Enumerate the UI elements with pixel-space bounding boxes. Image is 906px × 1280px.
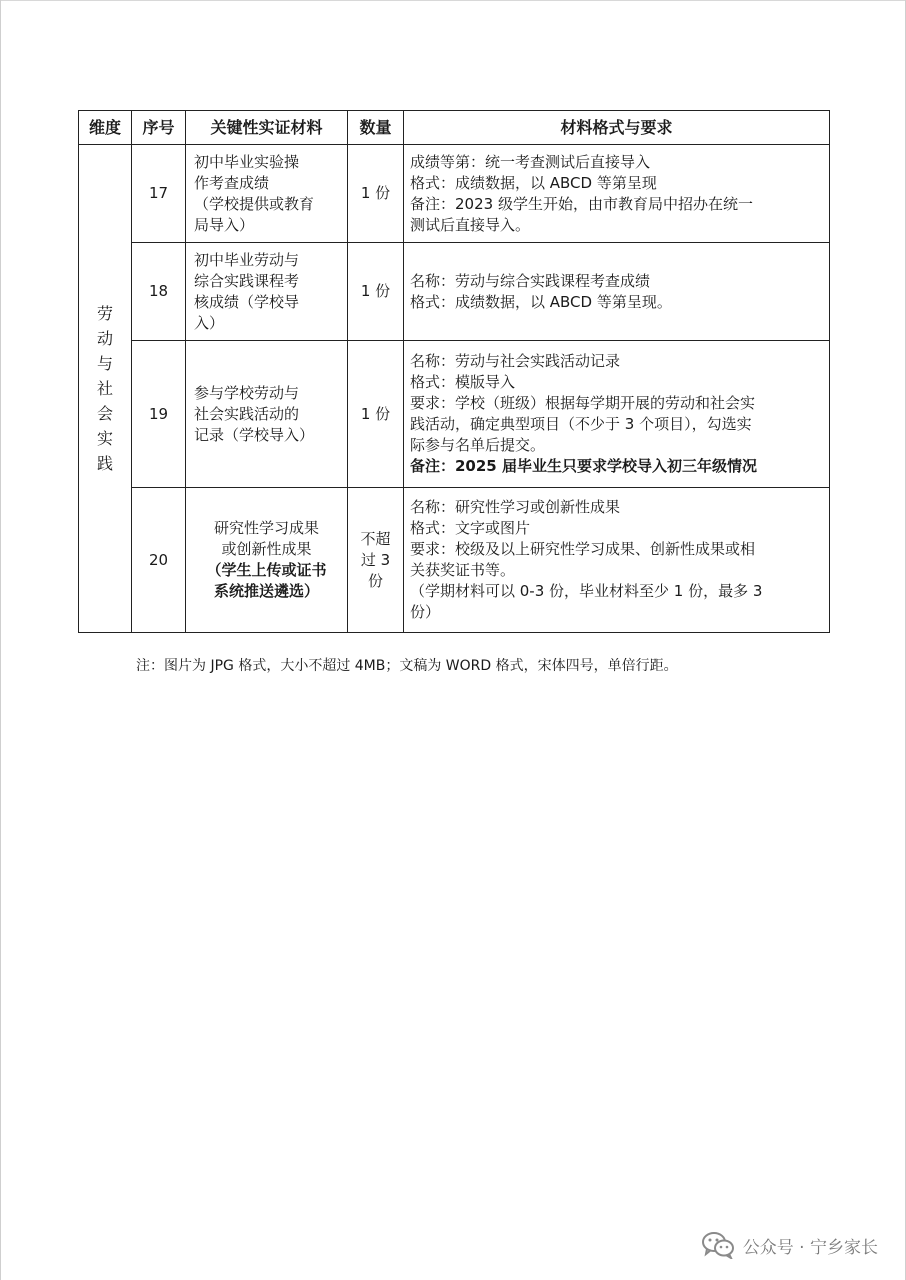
header-requirements: 材料格式与要求: [404, 111, 830, 145]
row-number: 19: [132, 341, 186, 488]
requirements-cell: [404, 145, 830, 243]
table-row: [79, 341, 830, 488]
header-dimension: 维度: [79, 111, 132, 145]
header-material: 关键性实证材料: [186, 111, 348, 145]
material-line: 记录（学校导入）: [194, 425, 315, 444]
row-number: 17: [132, 145, 186, 243]
dimension-char: 实: [96, 429, 113, 448]
requirements-cell: [404, 488, 830, 633]
quantity-line: 份: [367, 571, 383, 590]
requirement-line: 名称：劳动与社会实践活动记录: [410, 352, 621, 370]
header-number: 序号: [132, 111, 186, 145]
quantity-cell: [348, 488, 404, 633]
quantity-cell: [348, 145, 404, 243]
material-cell: [186, 488, 348, 633]
material-line: （学校提供或教育: [194, 194, 315, 213]
frame-top-border: [0, 0, 906, 1]
quantity-line: 1 份: [360, 282, 391, 300]
requirement-line: 成绩等第：统一考查测试后直接导入: [410, 152, 651, 171]
material-line: 作考查成绩: [194, 173, 270, 192]
requirement-line: 名称：研究性学习或创新性成果: [410, 498, 621, 516]
material-cell: [186, 243, 348, 341]
material-line: 初中毕业实验操: [194, 152, 300, 171]
format-note: 注：图片为 JPG 格式，大小不超过 4MB；文稿为 WORD 格式，宋体四号，单倍行距。: [136, 658, 678, 674]
table-row: [79, 243, 830, 341]
requirement-line: 备注：2023 级学生开始，由市教育局中招办在统一: [410, 194, 753, 213]
material-line-bold: （学生上传或证书: [206, 561, 327, 579]
requirement-line: 格式：模版导入: [410, 373, 516, 391]
requirement-line: （学期材料可以 0-3 份，毕业材料至少 1 份，最多 3: [410, 582, 763, 600]
quantity-cell: [348, 243, 404, 341]
dimension-char: 会: [96, 404, 113, 423]
header-quantity: 数量: [348, 111, 404, 145]
table-row: [79, 145, 830, 243]
table-header-row: [79, 111, 830, 145]
frame-left-border: [0, 0, 1, 1280]
requirement-line: 际参与名单后提交。: [410, 436, 546, 454]
requirement-line: 格式：成绩数据，以 ABCD 等第呈现。: [410, 292, 672, 311]
requirement-line: 践活动，确定典型项目（不少于 3 个项目），勾选实: [410, 415, 752, 433]
requirement-line: 要求：学校（班级）根据每学期开展的劳动和社会实: [410, 394, 756, 412]
requirement-line: 份）: [410, 603, 441, 621]
wechat-icon: [701, 1231, 735, 1259]
material-line: 综合实践课程考: [194, 271, 300, 290]
material-line: 初中毕业劳动与: [194, 250, 300, 269]
material-line: 参与学校劳动与: [194, 383, 300, 402]
requirement-line: 格式：成绩数据，以 ABCD 等第呈现: [410, 173, 657, 192]
watermark: [701, 1228, 878, 1262]
material-line: 社会实践活动的: [194, 404, 300, 423]
material-line: 或创新性成果: [221, 540, 312, 558]
material-line: 研究性学习成果: [213, 519, 319, 537]
dimension-char: 与: [96, 354, 113, 373]
material-line: 入）: [194, 313, 225, 332]
material-cell: [186, 145, 348, 243]
requirement-note-bold: 备注：2025 届毕业生只要求学校导入初三年级情况: [410, 457, 757, 475]
requirements-cell: [404, 243, 830, 341]
material-line: 局导入）: [194, 215, 255, 234]
quantity-line: 过 3: [360, 550, 391, 569]
requirement-line: 测试后直接导入。: [410, 215, 531, 234]
quantity-line: 1 份: [360, 404, 391, 423]
material-cell: [186, 341, 348, 488]
requirement-line: 格式：文字或图片: [410, 519, 531, 537]
watermark-text: 公众号 · 宁乡家长: [742, 1237, 878, 1258]
requirements-cell: [404, 341, 830, 488]
row-number: 20: [132, 488, 186, 633]
requirement-line: 关获奖证书等。: [410, 561, 516, 579]
dimension-cell: [79, 145, 132, 633]
dimension-char: 社: [96, 379, 113, 398]
dimension-char: 践: [96, 454, 113, 473]
dimension-char: 动: [96, 329, 113, 348]
table-row: [79, 488, 830, 633]
requirement-line: 要求：校级及以上研究性学习成果、创新性成果或相: [410, 540, 756, 558]
material-line: 核成绩（学校导: [194, 292, 300, 311]
row-number: 18: [132, 243, 186, 341]
quantity-line: 1 份: [360, 184, 391, 202]
material-line-bold: 系统推送遴选）: [213, 582, 319, 600]
quantity-line: 不超: [360, 529, 391, 548]
requirement-line: 名称：劳动与综合实践课程考查成绩: [410, 271, 651, 290]
dimension-char: 劳: [96, 304, 113, 323]
evidence-table: [78, 110, 830, 633]
quantity-cell: [348, 341, 404, 488]
